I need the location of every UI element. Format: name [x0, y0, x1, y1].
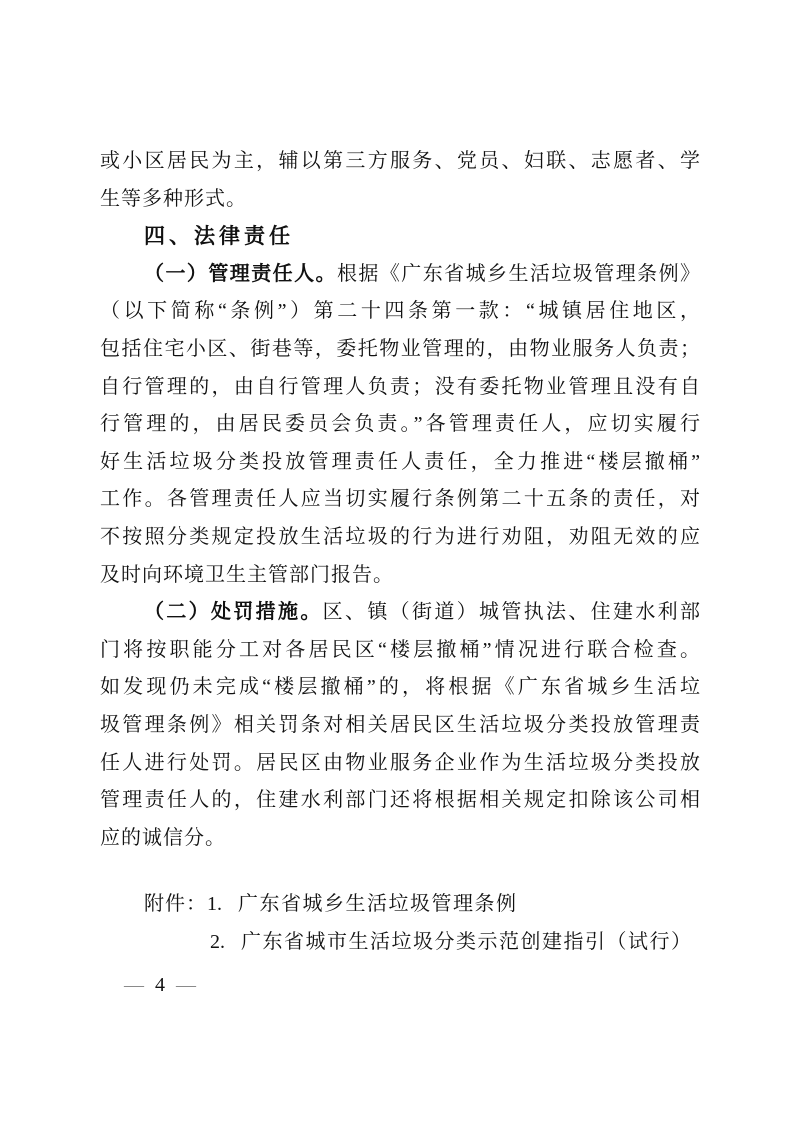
attachment-number: 1. [207, 893, 222, 916]
line-text: 区、镇（街道）城管执法、住建水利部 [322, 601, 700, 624]
footer-right-dash: — [176, 974, 196, 996]
attachment-title: 广东省城乡生活垃圾管理条例 [238, 893, 518, 916]
paragraph-line [100, 293, 700, 331]
line-text: 门将按职能分工对各居民区“楼层撤桶”情况进行联合检查。 [100, 638, 700, 661]
line-text: 圾管理条例》相关罚条对相关居民区生活垃圾分类投放管理责 [100, 713, 700, 736]
line-text: 不按照分类规定投放生活垃圾的行为进行劝阻，劝阻无效的应 [100, 525, 700, 548]
paragraph-line [100, 406, 700, 444]
subsection-lead: （二）处罚措施。 [144, 601, 323, 624]
page-footer [124, 971, 196, 999]
line-text: 及时向环境卫生主管部门报告。 [100, 563, 394, 586]
paragraph-line [100, 632, 700, 670]
attachment-item [100, 886, 700, 924]
paragraph-line [100, 745, 700, 783]
paragraph-line [100, 594, 700, 632]
line-text: 行管理的，由居民委员会负责。”各管理责任人，应切实履行 [100, 413, 700, 436]
paragraph-line [100, 519, 700, 557]
paragraph-line [100, 707, 700, 745]
paragraph-line [100, 256, 700, 294]
paragraph-line [100, 331, 700, 369]
paragraph-line [100, 782, 700, 820]
line-text: （以下简称“条例”）第二十四条第一款：“城镇居住地区， [100, 300, 700, 323]
paragraph-line [100, 143, 700, 181]
line-text: 包括住宅小区、街巷等，委托物业管理的，由物业服务人负责； [100, 337, 700, 360]
line-text: 应的诚信分。 [100, 826, 226, 849]
line-text: 自行管理的，由自行管理人负责；没有委托物业管理且没有自 [100, 375, 700, 398]
line-text: 或小区居民为主，辅以第三方服务、党员、妇联、志愿者、学 [100, 150, 700, 172]
attachment-number: 2. [210, 930, 225, 953]
paragraph-line [100, 181, 700, 219]
paragraph-line [100, 481, 700, 519]
paragraph-line [100, 369, 700, 407]
attachments-label: 附件： [144, 893, 207, 916]
attachments-block [100, 886, 700, 961]
section-heading [100, 218, 700, 256]
paragraph-line [100, 557, 700, 595]
document-body [100, 143, 700, 961]
attachment-title: 广东省城市生活垃圾分类示范创建指引（试行） [241, 930, 693, 953]
paragraph-line [100, 669, 700, 707]
attachment-item [100, 924, 700, 962]
line-text: 根据《广东省城乡生活垃圾管理条例》 [336, 262, 700, 285]
line-text: 生等多种形式。 [100, 187, 247, 210]
line-text: 如发现仍未完成“楼层撤桶”的，将根据《广东省城乡生活垃 [100, 676, 700, 699]
subsection-lead: （一）管理责任人。 [144, 262, 337, 285]
footer-left-dash: — [124, 974, 144, 996]
line-text: 管理责任人的，住建水利部门还将根据相关规定扣除该公司相 [100, 789, 700, 812]
page-number: 4 [155, 974, 165, 996]
heading-text: 四、法律责任 [144, 225, 294, 249]
paragraph-line [100, 820, 700, 858]
paragraph-line [100, 444, 700, 482]
line-text: 好生活垃圾分类投放管理责任人责任，全力推进“楼层撤桶” [100, 450, 700, 473]
line-text: 工作。各管理责任人应当切实履行条例第二十五条的责任，对 [100, 488, 700, 511]
line-text: 任人进行处罚。居民区由物业服务企业作为生活垃圾分类投放 [100, 751, 700, 774]
